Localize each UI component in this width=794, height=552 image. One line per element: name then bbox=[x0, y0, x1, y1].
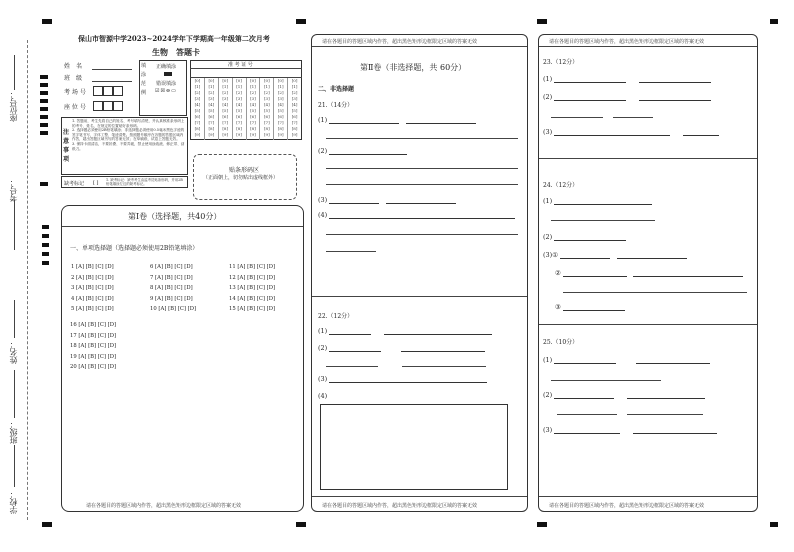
digit-option[interactable]: [5] bbox=[194, 108, 201, 113]
absent-label: 缺考标记 bbox=[64, 181, 85, 187]
digit-option[interactable]: [5] bbox=[250, 108, 256, 113]
candidate-no-columns bbox=[191, 78, 301, 140]
digit-option[interactable]: [8] bbox=[263, 126, 270, 131]
column3-warning-bottom: 请在各题目的答题区域内作答，超出黑色矩形边框限定区域的答案无效 bbox=[549, 503, 705, 509]
q23-q24-divider bbox=[539, 158, 757, 159]
answer-line[interactable] bbox=[384, 328, 492, 335]
timing-mark bbox=[42, 234, 49, 238]
q21-sub3[interactable] bbox=[318, 195, 456, 204]
answer-line[interactable] bbox=[402, 366, 486, 367]
part1-section: 一、单项选择题（选择题必须使用2B铅笔填涂） bbox=[70, 245, 199, 252]
part1-title: 第Ⅰ卷（选择题，共40分） bbox=[128, 212, 222, 221]
note-line: 1. 答题前，考生先将自己的姓名、考号填写清楚，并认真核准条形码上的考号、姓名，在规定的位置贴好条形码。 bbox=[72, 119, 185, 128]
wrong-fill-label: 错误填涂 bbox=[156, 81, 177, 87]
q25-sub3[interactable] bbox=[543, 425, 717, 434]
digit-option[interactable]: [3] bbox=[236, 96, 242, 101]
answer-line[interactable] bbox=[554, 76, 626, 83]
column2-warning-top: 请在各题目的答题区域内作答，超出黑色矩形边框限定区域的答案无效 bbox=[322, 39, 478, 45]
digit-option[interactable]: [9] bbox=[222, 132, 229, 137]
answer-number: (4) bbox=[318, 211, 328, 219]
column2-bottom-divider bbox=[312, 496, 527, 497]
choice-row[interactable]: 14 [A] [B] [C] [D] bbox=[229, 295, 276, 302]
answer-line[interactable] bbox=[627, 414, 703, 415]
answer-line[interactable] bbox=[554, 392, 614, 399]
answer-number: (3) bbox=[318, 375, 328, 383]
digit-option[interactable]: [8] bbox=[208, 126, 215, 131]
circled-number: ③ bbox=[555, 303, 561, 311]
digit-option[interactable]: [8] bbox=[291, 126, 298, 131]
q22-drawing-box[interactable] bbox=[320, 404, 508, 490]
answer-line[interactable] bbox=[554, 94, 626, 101]
barcode-title: 贴条形码区 bbox=[229, 167, 260, 174]
answer-number: (1) bbox=[318, 116, 328, 124]
q25-sub1[interactable] bbox=[543, 355, 710, 364]
answer-line[interactable] bbox=[683, 129, 719, 136]
digit-option[interactable]: [1] bbox=[236, 84, 242, 89]
answer-number: (3) bbox=[543, 251, 553, 259]
column2-warning-bottom: 请在各题目的答题区域内作答，超出黑色矩形边框限定区域的答案无效 bbox=[322, 503, 478, 509]
answer-number: (2) bbox=[318, 344, 328, 352]
digit-option[interactable]: [0] bbox=[263, 78, 270, 83]
digit-option[interactable]: [6] bbox=[250, 114, 256, 119]
digit-option[interactable]: [6] bbox=[263, 114, 270, 119]
note-line: 3. 保持卡面清洁，不要折叠、不要弄破，禁止使用涂改液、修正带、刮纸刀。 bbox=[72, 141, 185, 151]
answer-line[interactable] bbox=[326, 184, 518, 185]
digit-option[interactable]: [6] bbox=[208, 114, 215, 119]
digit-option[interactable]: [6] bbox=[236, 114, 242, 119]
timing-mark bbox=[42, 252, 49, 256]
exam-no-label: 考号： bbox=[9, 178, 18, 202]
digit-option[interactable]: [3] bbox=[222, 96, 229, 101]
digit-option[interactable]: [2] bbox=[277, 90, 284, 95]
q23-sub1[interactable] bbox=[543, 74, 711, 83]
alignment-mark bbox=[537, 19, 547, 24]
timing-mark bbox=[40, 99, 48, 103]
column3-top-divider bbox=[539, 46, 757, 47]
digit-option[interactable]: [6] bbox=[222, 114, 229, 119]
digit-option[interactable]: [1] bbox=[250, 84, 256, 89]
room-digit-box[interactable] bbox=[103, 86, 113, 96]
choice-group[interactable] bbox=[71, 262, 114, 315]
answer-line[interactable] bbox=[551, 117, 603, 118]
timing-mark bbox=[40, 91, 48, 95]
timing-mark bbox=[40, 115, 48, 119]
answer-number: (4) bbox=[318, 392, 328, 400]
digit-option[interactable]: [4] bbox=[263, 102, 270, 107]
answer-line[interactable] bbox=[551, 380, 661, 381]
digit-option[interactable]: [4] bbox=[194, 102, 201, 107]
q23-sub3[interactable] bbox=[543, 127, 719, 136]
choice-row[interactable]: 18 [A] [B] [C] [D] bbox=[70, 343, 117, 349]
q21-sub1[interactable] bbox=[318, 115, 476, 124]
answer-number: (3) bbox=[543, 128, 553, 136]
answer-line[interactable] bbox=[560, 252, 610, 259]
choice-row[interactable]: 2 [A] [B] [C] [D] bbox=[71, 274, 114, 281]
digit-option[interactable]: [8] bbox=[222, 126, 229, 131]
digit-option[interactable]: [8] bbox=[236, 126, 242, 131]
timing-mark bbox=[40, 182, 48, 186]
answer-line[interactable] bbox=[554, 129, 670, 136]
digit-option[interactable]: [9] bbox=[208, 132, 215, 137]
name-field[interactable] bbox=[14, 300, 15, 338]
choice-row[interactable]: 11 [A] [B] [C] [D] bbox=[229, 264, 276, 270]
answer-line[interactable] bbox=[554, 357, 616, 364]
column3-bottom-divider bbox=[539, 496, 757, 497]
name-label: 姓名： bbox=[9, 340, 18, 364]
choice-group[interactable] bbox=[229, 262, 275, 315]
digit-option[interactable]: [3] bbox=[291, 96, 298, 101]
alignment-mark bbox=[296, 19, 306, 24]
digit-option[interactable]: [7] bbox=[263, 120, 270, 125]
digit-option[interactable]: [7] bbox=[194, 120, 201, 125]
timing-mark bbox=[40, 107, 48, 111]
q22-header: 22.（12分） bbox=[318, 313, 354, 320]
answer-line[interactable] bbox=[636, 357, 710, 364]
digit-option[interactable]: [7] bbox=[250, 120, 256, 125]
q23-header: 23.（12分） bbox=[543, 59, 579, 66]
q24-sub3-2[interactable] bbox=[555, 268, 743, 277]
seat-no-label: 座位号： bbox=[9, 90, 18, 122]
digit-option[interactable]: [5] bbox=[236, 108, 242, 113]
choice-row[interactable]: 10 [A] [B] [C] [D] bbox=[150, 306, 197, 312]
choice-row[interactable]: 7 [A] [B] [C] [D] bbox=[150, 274, 193, 281]
digit-option[interactable]: [9] bbox=[236, 132, 242, 137]
answer-line[interactable] bbox=[554, 234, 626, 241]
alignment-mark bbox=[296, 522, 306, 527]
answer-line[interactable] bbox=[617, 252, 687, 259]
answer-line[interactable] bbox=[329, 212, 515, 219]
choice-row[interactable]: 17 [A] [B] [C] [D] bbox=[70, 332, 117, 339]
digit-option[interactable]: [4] bbox=[277, 102, 284, 107]
answer-line[interactable] bbox=[329, 197, 379, 204]
room-digit-box[interactable] bbox=[113, 86, 123, 96]
q24-sub3[interactable] bbox=[543, 250, 687, 259]
digit-option[interactable]: [2] bbox=[263, 90, 270, 95]
timing-mark bbox=[42, 243, 49, 247]
answer-line[interactable] bbox=[326, 168, 518, 169]
school-field[interactable] bbox=[14, 445, 15, 487]
name-input-line[interactable] bbox=[92, 69, 132, 70]
q25-sub2[interactable] bbox=[543, 390, 705, 399]
room-digit-box[interactable] bbox=[93, 86, 103, 96]
digit-option[interactable]: [8] bbox=[194, 126, 201, 131]
answer-line[interactable] bbox=[326, 138, 518, 139]
digit-option[interactable]: [4] bbox=[236, 102, 242, 107]
digit-option[interactable]: [0] bbox=[208, 78, 215, 83]
digit-option[interactable]: [9] bbox=[263, 132, 270, 137]
q22-sub3[interactable] bbox=[318, 375, 487, 383]
digit-option[interactable]: [6] bbox=[291, 114, 298, 119]
answer-line[interactable] bbox=[329, 328, 371, 335]
answer-number: (2) bbox=[318, 147, 328, 155]
correct-fill-sample bbox=[164, 72, 172, 76]
column3-warning-top: 请在各题目的答题区域内作答，超出黑色矩形边框限定区域的答案无效 bbox=[549, 39, 705, 45]
answer-line[interactable] bbox=[639, 94, 711, 101]
digit-option[interactable]: [5] bbox=[208, 108, 215, 113]
school-title: 保山市智源中学2023~2024学年下学期高一年级第二次月考 bbox=[78, 34, 270, 43]
digit-option[interactable]: [0] bbox=[222, 78, 229, 83]
digit-option[interactable]: [2] bbox=[291, 90, 298, 95]
digit-option[interactable]: [2] bbox=[208, 90, 215, 95]
q21-header: 21.（14分） bbox=[318, 102, 354, 109]
q24-sub1[interactable] bbox=[543, 197, 652, 205]
seat-field-label: 座 位 号 bbox=[64, 104, 86, 111]
answer-line[interactable] bbox=[554, 198, 652, 205]
grid-divider bbox=[190, 68, 302, 69]
choice-row[interactable]: 15 [A] [B] [C] [D] bbox=[229, 306, 276, 312]
choice-row[interactable]: 16 [A] [B] [C] [D] bbox=[70, 322, 117, 328]
answer-line[interactable] bbox=[563, 304, 625, 311]
digit-option[interactable]: [3] bbox=[208, 96, 215, 101]
notes-text bbox=[72, 119, 186, 151]
digit-option[interactable]: [3] bbox=[194, 96, 201, 101]
answer-line[interactable] bbox=[329, 117, 399, 124]
answer-line[interactable] bbox=[627, 392, 705, 399]
digit-option[interactable]: [0] bbox=[291, 78, 298, 83]
digit-option[interactable]: [7] bbox=[291, 120, 298, 125]
digit-option[interactable]: [1] bbox=[208, 84, 215, 89]
digit-option[interactable]: [4] bbox=[291, 102, 298, 107]
digit-option[interactable]: [7] bbox=[277, 120, 284, 125]
choice-row[interactable]: 3 [A] [B] [C] [D] bbox=[71, 285, 114, 291]
alignment-mark bbox=[770, 522, 778, 527]
digit-option[interactable]: [6] bbox=[194, 114, 201, 119]
choice-group[interactable] bbox=[70, 320, 116, 373]
choice-row[interactable]: 5 [A] [B] [C] [D] bbox=[71, 306, 114, 312]
barcode-subtitle: （正面朝上，切勿贴出虚线框外） bbox=[203, 175, 279, 181]
name-field-label: 姓 名 bbox=[64, 63, 83, 70]
answer-number: (3) bbox=[543, 426, 553, 434]
answer-line[interactable] bbox=[326, 366, 378, 367]
choice-row[interactable]: 13 [A] [B] [C] [D] bbox=[229, 285, 276, 291]
subject-title: 生物 答题卡 bbox=[152, 47, 200, 57]
footer-warning: 请在各题目的答题区域内作答，超出黑色矩形边框限定区域的答案无效 bbox=[86, 503, 242, 509]
digit-option[interactable]: [3] bbox=[250, 96, 256, 101]
digit-option[interactable]: [4] bbox=[208, 102, 215, 107]
answer-line[interactable] bbox=[639, 76, 711, 83]
answer-number: (1) bbox=[543, 75, 553, 83]
timing-mark bbox=[40, 131, 48, 135]
digit-option[interactable]: [7] bbox=[222, 120, 229, 125]
choice-row[interactable]: 12 [A] [B] [C] [D] bbox=[229, 274, 276, 281]
digit-option[interactable]: [9] bbox=[250, 132, 256, 137]
school-label: 学校： bbox=[9, 490, 18, 514]
choice-row[interactable]: 6 [A] [B] [C] [D] bbox=[150, 264, 193, 270]
q25-header: 25.（10分） bbox=[543, 339, 579, 346]
choice-row[interactable]: 9 [A] [B] [C] [D] bbox=[150, 295, 193, 302]
q24-q25-divider bbox=[539, 324, 757, 325]
digit-option[interactable]: [2] bbox=[250, 90, 256, 95]
answer-number: (1) bbox=[318, 327, 328, 335]
note-line: 2. 选择题必须使用2B铅笔填涂；非选择题必须使用0.5毫米黑色字迹的签字笔书写，字体工整、笔迹清楚。按照题号顺序在各题的答题区域内作答，超出答题区域书写的答案无效；在草稿纸、试卷上答题无效。 bbox=[72, 128, 185, 142]
digit-option[interactable]: [0] bbox=[250, 78, 256, 83]
notes-title: 注意事项 bbox=[63, 129, 70, 163]
answer-line[interactable] bbox=[326, 234, 518, 235]
q22-sub1[interactable] bbox=[318, 326, 492, 335]
q24-sub2[interactable] bbox=[543, 233, 626, 241]
digit-option[interactable]: [0] bbox=[236, 78, 242, 83]
circled-number: ② bbox=[555, 269, 561, 277]
class-field[interactable] bbox=[14, 370, 15, 418]
class-input-line[interactable] bbox=[92, 81, 132, 82]
seat-no-field[interactable] bbox=[14, 55, 15, 90]
answer-line[interactable] bbox=[633, 427, 717, 434]
binding-line bbox=[27, 40, 28, 520]
choice-row[interactable]: 20 [A] [B] [C] [D] bbox=[70, 364, 117, 370]
digit-option[interactable]: [9] bbox=[194, 132, 201, 137]
q24-sub3-3[interactable] bbox=[555, 303, 625, 311]
digit-option[interactable]: [7] bbox=[236, 120, 242, 125]
timing-mark bbox=[42, 261, 49, 265]
digit-option[interactable]: [5] bbox=[263, 108, 270, 113]
choice-row[interactable]: 4 [A] [B] [C] [D] bbox=[71, 295, 114, 302]
answer-line[interactable] bbox=[406, 117, 476, 124]
part2-section: 二、非选择题 bbox=[318, 86, 355, 93]
digit-option[interactable]: [2] bbox=[194, 90, 201, 95]
q23-sub2[interactable] bbox=[543, 92, 711, 101]
answer-line[interactable] bbox=[329, 148, 407, 155]
circled-number: ① bbox=[552, 251, 559, 259]
digit-option[interactable]: [3] bbox=[277, 96, 284, 101]
answer-number: (2) bbox=[543, 233, 553, 241]
seat-digit-box[interactable] bbox=[113, 101, 123, 111]
answer-line[interactable] bbox=[563, 292, 747, 293]
q21-q22-divider bbox=[312, 296, 527, 297]
alignment-mark bbox=[42, 19, 52, 24]
digit-option[interactable]: [7] bbox=[208, 120, 215, 125]
part1-divider bbox=[62, 226, 303, 227]
answer-number: (2) bbox=[543, 93, 553, 101]
digit-option[interactable]: [5] bbox=[291, 108, 298, 113]
digit-option[interactable]: [1] bbox=[291, 84, 298, 89]
digit-option[interactable]: [5] bbox=[277, 108, 284, 113]
answer-line[interactable] bbox=[633, 270, 743, 277]
digit-option[interactable]: [9] bbox=[291, 132, 298, 137]
choice-row[interactable]: 19 [A] [B] [C] [D] bbox=[70, 353, 117, 360]
choice-group[interactable] bbox=[150, 262, 196, 315]
fill-example-label: 填涂范例 bbox=[141, 63, 147, 96]
answer-line[interactable] bbox=[613, 117, 653, 118]
seat-digit-box[interactable] bbox=[93, 101, 103, 111]
digit-option[interactable]: [1] bbox=[194, 84, 201, 89]
answer-line[interactable] bbox=[326, 251, 376, 252]
candidate-no-label: 准 考 证 号 bbox=[228, 62, 253, 68]
digit-option[interactable]: [2] bbox=[236, 90, 242, 95]
alignment-mark bbox=[537, 522, 547, 527]
alignment-mark bbox=[770, 19, 778, 24]
digit-option[interactable]: [5] bbox=[222, 108, 229, 113]
wrong-fill-samples-icon: ☑☒⊖▭ bbox=[155, 88, 177, 94]
q21-sub4[interactable] bbox=[318, 211, 515, 219]
answer-line[interactable] bbox=[557, 414, 617, 415]
column2-top-divider bbox=[312, 46, 527, 47]
q21-sub2[interactable] bbox=[318, 147, 407, 155]
q22-sub4 bbox=[318, 392, 327, 400]
choice-row[interactable]: 1 [A] [B] [C] [D] bbox=[71, 264, 114, 270]
answer-number: (1) bbox=[543, 197, 553, 205]
digit-option[interactable]: [6] bbox=[277, 114, 284, 119]
answer-line[interactable] bbox=[401, 345, 485, 352]
answer-line[interactable] bbox=[329, 376, 487, 383]
timing-mark bbox=[40, 123, 48, 127]
answer-line[interactable] bbox=[563, 270, 627, 277]
timing-mark bbox=[40, 83, 48, 87]
timing-mark bbox=[42, 225, 49, 229]
digit-option[interactable]: [0] bbox=[194, 78, 201, 83]
part2-title: 第Ⅱ卷（非选择题，共 60分） bbox=[360, 63, 467, 72]
class-field-label: 班 级 bbox=[64, 75, 83, 82]
digit-option[interactable]: [8] bbox=[277, 126, 284, 131]
answer-line[interactable] bbox=[554, 427, 620, 434]
timing-mark bbox=[40, 75, 48, 79]
digit-option[interactable]: [0] bbox=[277, 78, 284, 83]
answer-number: (3) bbox=[318, 196, 328, 204]
answer-number: (2) bbox=[543, 391, 553, 399]
answer-line[interactable] bbox=[386, 197, 456, 204]
digit-option[interactable]: [4] bbox=[222, 102, 229, 107]
correct-fill-label: 正确填涂 bbox=[156, 64, 177, 70]
q22-sub2[interactable] bbox=[318, 343, 485, 352]
absent-checkbox[interactable]: [ ] bbox=[93, 180, 99, 186]
answer-number: (1) bbox=[543, 356, 553, 364]
exam-no-field[interactable] bbox=[14, 200, 15, 250]
choice-row[interactable]: 8 [A] [B] [C] [D] bbox=[150, 285, 193, 291]
room-field-label: 考 场 号 bbox=[64, 89, 86, 96]
seat-digit-box[interactable] bbox=[103, 101, 113, 111]
answer-line[interactable] bbox=[551, 220, 655, 221]
digit-option[interactable]: [1] bbox=[222, 84, 229, 89]
digit-option[interactable]: [3] bbox=[263, 96, 270, 101]
digit-option[interactable]: [2] bbox=[222, 90, 229, 95]
alignment-mark bbox=[42, 522, 52, 527]
answer-line[interactable] bbox=[329, 345, 381, 352]
q24-header: 24.（12分） bbox=[543, 182, 579, 189]
digit-option[interactable]: [1] bbox=[277, 84, 284, 89]
class-label: 班级： bbox=[9, 420, 18, 444]
digit-option[interactable]: [1] bbox=[263, 84, 270, 89]
digit-option[interactable]: [9] bbox=[277, 132, 284, 137]
absent-desc: 1. 缺考标记：缺考考生由监考员贴条形码，并用2B铅笔填涂左边的缺考标记。 bbox=[106, 178, 183, 186]
digit-option[interactable]: [4] bbox=[250, 102, 256, 107]
digit-option[interactable]: [8] bbox=[250, 126, 256, 131]
